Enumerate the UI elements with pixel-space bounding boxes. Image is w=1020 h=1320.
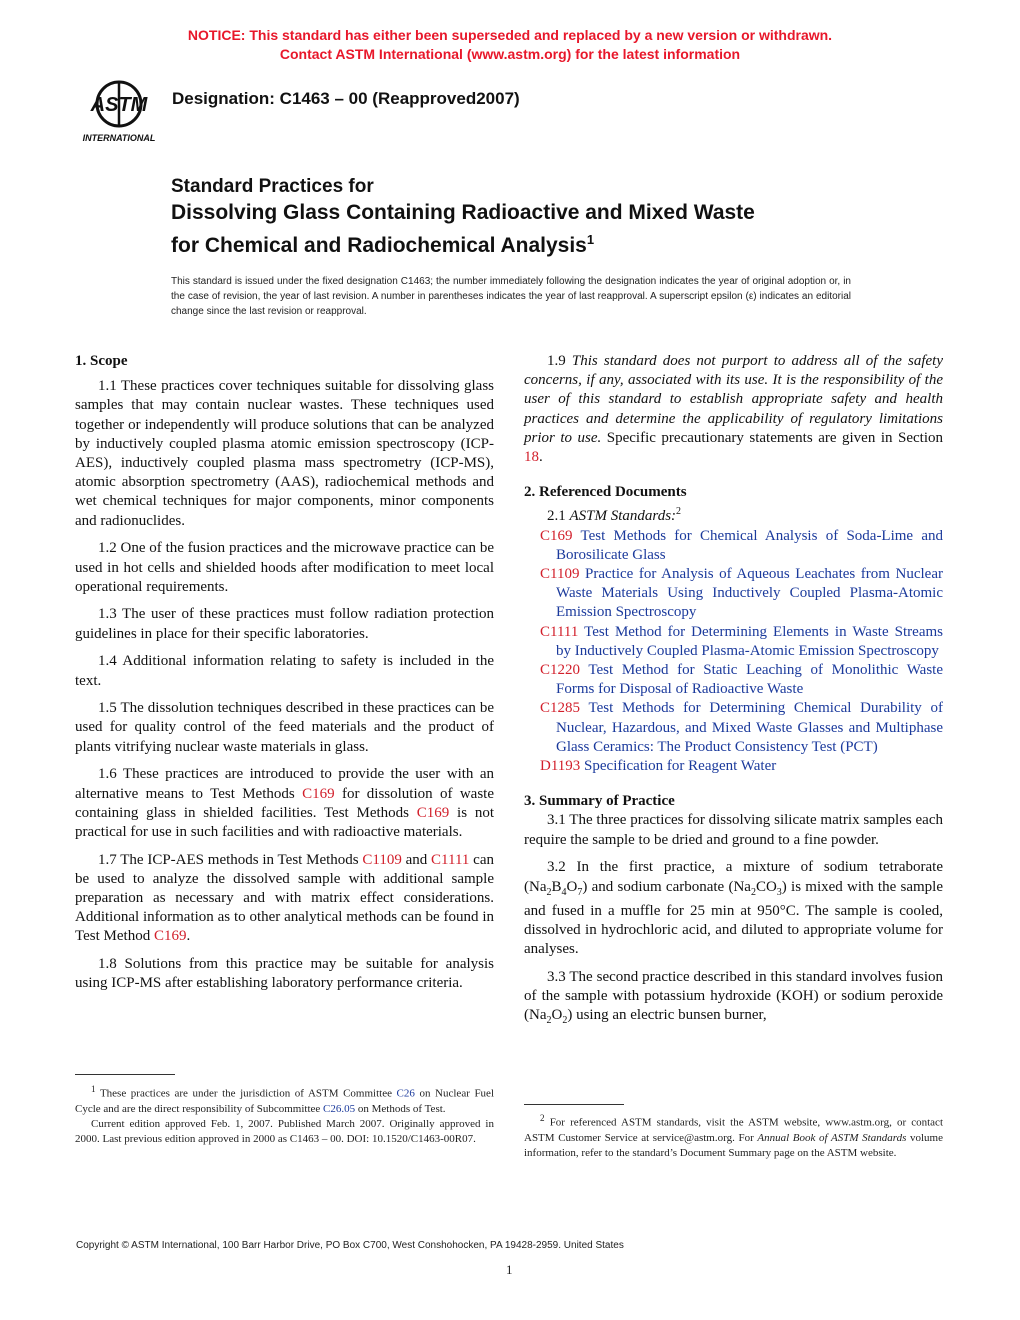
- reference-title-link[interactable]: Practice for Analysis of Aqueous Leachates from Nuclear Waste Materials Using Inductively Coupled Plasma-Atomic Emission Spectroscopy: [556, 566, 943, 621]
- paragraph-1-1: 1.1 These practices cover techniques suitable for dissolving glass samples that may contain nuclear wastes. These techniques used together or independently will produce solutions that can be analyzed by inductively coupled plasma atomic emission spectroscopy (ICP-AES), inductively coupled plasma mass spectrometry (ICP-MS), atomic absorption spectrometry (AAS), radiochemical methods and wet chemical techniques for major components, minor components and radionuclides.: [75, 378, 494, 529]
- section-heading-referenced-documents: 2. Referenced Documents: [524, 484, 687, 501]
- title-line-1: Dissolving Glass Containing Radioactive and Mixed Waste: [171, 201, 755, 224]
- title-line-2: for Chemical and Radiochemical Analysis: [171, 234, 587, 257]
- reference-item: [524, 661, 943, 699]
- link-c26[interactable]: C26: [396, 1087, 415, 1100]
- section-heading-summary: 3. Summary of Practice: [524, 793, 675, 810]
- reference-item: [524, 565, 943, 623]
- withdrawal-notice: [0, 26, 1020, 64]
- paragraph-1-6: 1.6 These practices are introduced to provide the user with an alternative means to Test Methods C169 for dissolution of waste containing glass in shielded facilities. Test Methods C169 is not practical for use in such facilities and with radioactive materials.: [75, 766, 495, 840]
- title-prefix: Standard Practices for: [171, 176, 374, 197]
- reference-title-link[interactable]: Test Method for Static Leaching of Monolithic Waste Forms for Disposal of Radioactive Waste: [556, 662, 943, 698]
- copyright: Copyright © ASTM International, 100 Barr Harbor Drive, PO Box C700, West Conshohocken, PA 19428-2959. United States: [76, 1240, 624, 1251]
- paragraph-3-3: 3.3 The second practice described in this standard involves fusion of the sample with potassium hydroxide (KOH) or sodium peroxide $(Na_2O_2)$ using an electric bunsen burner,: [524, 968, 943, 1027]
- link-c1109[interactable]: C1109: [362, 851, 402, 868]
- paragraph-1-3: 1.3 The user of these practices must follow radiation protection guidelines in place for their specific laboratories.: [75, 606, 494, 642]
- reference-item: [524, 527, 943, 565]
- reference-title-link[interactable]: Specification for Reagent Water: [580, 758, 777, 775]
- link-c169[interactable]: C169: [302, 785, 335, 802]
- reference-code-link[interactable]: C1111: [540, 623, 579, 640]
- footnote-2: [524, 1111, 943, 1161]
- notice-line-1: NOTICE: This standard has either been superseded and replaced by a new version or withdrawn.: [187, 27, 833, 43]
- notice-line-2: Contact ASTM International (www.astm.org) for the latest information: [279, 46, 741, 62]
- issued-statement: This standard is issued under the fixed designation C1463; the number immediately following the designation indicates the year of original adoption or, in the case of revision, the year of last revision. A number in parentheses indicates the year of last reapproval. A superscript epsilon (ε) indicates an editorial change since the last revision or reapproval.: [171, 276, 851, 317]
- right-column: [524, 352, 943, 1039]
- document-title: [171, 174, 891, 259]
- astm-logo: [74, 78, 164, 146]
- paragraph-3-1: 3.1 The three practices for dissolving silicate matrix samples each require the sample to be dried and ground to a fine powder.: [524, 812, 943, 848]
- paragraph-1-7: 1.7 The ICP-AES methods in Test Methods C1109 and C1111 can be used to analyze the dissolved sample with additional sample preparation as necessary and with matrix effect considerations. Additional information as to other analytical methods can be found in Test Method C169.: [75, 851, 494, 945]
- left-column: [75, 352, 494, 1002]
- paragraph-1-5: 1.5 The dissolution techniques described in these practices can be used for quality control of the feed materials and the product of plants vitrifying nuclear waste materials in glass.: [75, 700, 494, 755]
- reference-title-link[interactable]: Test Methods for Determining Chemical Durability of Nuclear, Hazardous, and Mixed Waste Glasses and Multiphase Glass Ceramics: The Product Consistency Test (PCT): [556, 700, 943, 755]
- reference-item: [524, 699, 943, 757]
- link-c169[interactable]: C169: [416, 804, 450, 821]
- paragraph-3-2: 3.2 In the first practice, a mixture of sodium tetraborate $(Na_2B_4O_7)$ and sodium carbonate $(Na_2CO_3)$ is mixed with the sample and fused in a muffle for 25 min at 950°C. The sample is cooled, dissolved in hydrochloric acid, and diluted to appropriate volume for analyses.: [524, 859, 943, 958]
- paragraph-1-9: 1.9 This standard does not purport to address all of the safety concerns, if any, associated with its use. It is the responsibility of the user of this standard to establish appropriate safety and health practices and determine the applicability of regulatory limitations prior to use. Specific precautionary statements are given in Section 18.: [524, 353, 944, 466]
- section-heading-scope: 1. Scope: [75, 353, 128, 369]
- paragraph-1-4: 1.4 Additional information relating to safety is included in the text.: [75, 653, 494, 689]
- footnote-2-text: $^2$ For referenced ASTM standards, visit the ASTM website, www.astm.org, or contact ASTM Customer Service at service@astm.org. For Annual Book of ASTM Standards volume information, refer to the standard’s Document Summary page on the ASTM website.: [524, 1113, 943, 1159]
- link-c1111[interactable]: C1111: [431, 851, 470, 868]
- reference-code-link[interactable]: C1220: [540, 662, 581, 679]
- reference-title-link[interactable]: Test Method for Determining Elements in Waste Streams by Inductively Coupled Plasma-Atomic Emission Spectroscopy: [556, 623, 943, 659]
- reference-title-link[interactable]: Test Methods for Chemical Analysis of Soda-Lime and Borosilicate Glass: [556, 527, 943, 563]
- logo-text-international: INTERNATIONAL: [82, 133, 156, 143]
- link-section-18[interactable]: 18: [524, 449, 539, 466]
- link-c169[interactable]: C169: [153, 928, 187, 945]
- reference-item: [524, 757, 943, 776]
- reference-item: [524, 623, 943, 661]
- logo-text-astm: ASTM: [90, 94, 148, 116]
- page-number: 1: [506, 1262, 513, 1277]
- reference-code-link[interactable]: C1109: [540, 566, 580, 583]
- title-footnote-mark: 1: [586, 232, 595, 247]
- paragraph-1-8: 1.8 Solutions from this practice may be suitable for analysis using ICP-MS after establishing laboratory performance criteria.: [75, 956, 494, 992]
- footnote-1-text: $^1$ These practices are under the jurisdiction of ASTM Committee C26 on Nuclear Fuel Cycle and are the direct responsibility of Subcommittee C26.05 on Methods of Test.: [75, 1084, 494, 1115]
- reference-code-link[interactable]: C1285: [540, 700, 581, 717]
- paragraph-1-2: 1.2 One of the fusion practices and the microwave practice can be used in hot cells and shielded hoods after modification to meet local operational requirements.: [75, 540, 494, 595]
- footnote-rule-right: [524, 1104, 624, 1105]
- paragraph-2-1: 2.1 ASTM Standards:$^2$: [547, 506, 682, 525]
- reference-code-link[interactable]: C169: [540, 527, 573, 544]
- footnote-1: [75, 1082, 494, 1147]
- reference-code-link[interactable]: D1193: [540, 758, 581, 775]
- link-c26-05[interactable]: C26.05: [323, 1102, 356, 1115]
- footnote-1-edition: Current edition approved Feb. 1, 2007. Published March 2007. Originally approved in 2000. Last previous edition approved in 2000 as C1463 – 00. DOI: 10.1520/C1463-00R07.: [75, 1117, 494, 1145]
- designation: Designation: C1463 – 00 (Reapproved2007): [172, 89, 520, 108]
- footnote-rule-left: [75, 1074, 175, 1075]
